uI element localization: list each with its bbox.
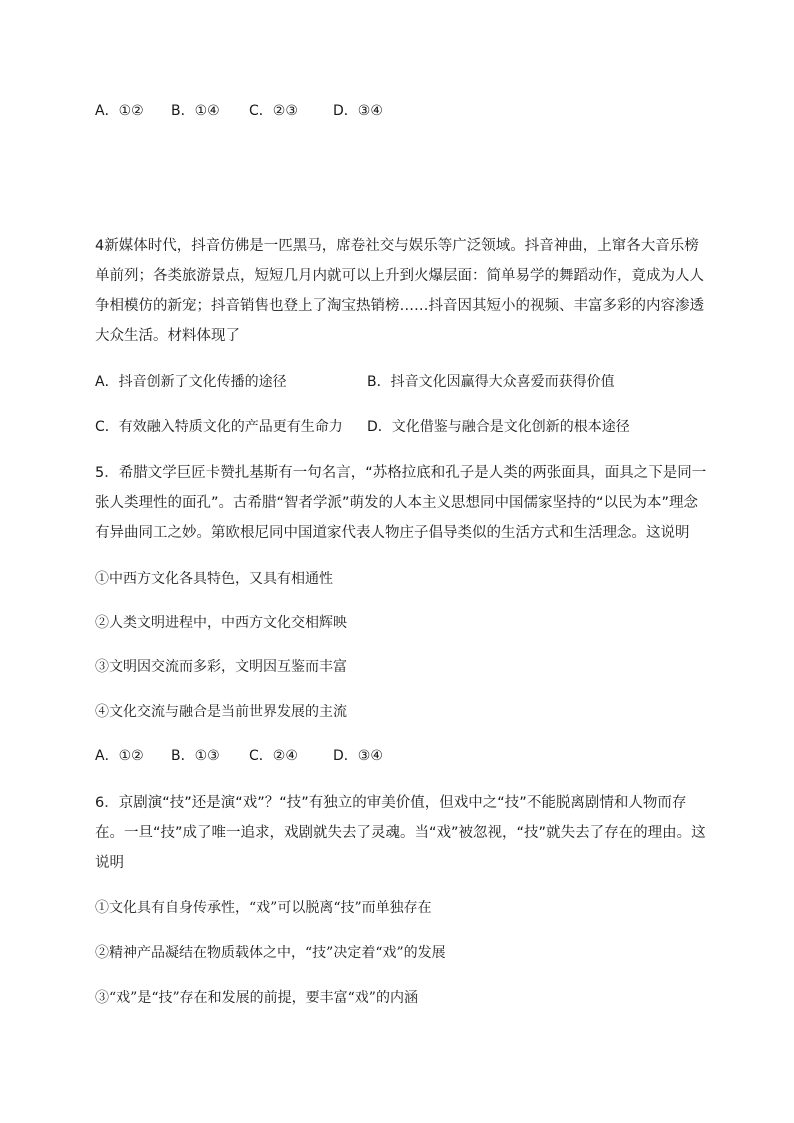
q5-option-b: B．①③ [171, 748, 220, 764]
q5-option-c: C．②④ [249, 748, 298, 764]
q3-option-c: C．②③ [249, 103, 298, 119]
q6-item-3: ③“戏”是“技”存在和发展的前提，要丰富“戏”的内涵 [95, 990, 418, 1006]
q5-item-1: ①中西方文化各具特色，又具有相通性 [95, 571, 333, 587]
q6-stem: 6．京剧演“技”还是演“戏”？“技”有独立的审美价值，但戏中之“技”不能脱离剧情和人物而存在。一旦“技”成了唯一追求，戏剧就失去了灵魂。当“戏”被忽视，“技”就失去了存在的理由。这说明 [95, 795, 706, 871]
q5-options [95, 746, 383, 766]
q5-option-d: D．③④ [333, 748, 383, 764]
q5-option-a: A．①② [95, 748, 144, 764]
q3-option-b: B．①④ [171, 103, 220, 119]
q4-option-c: C．有效融入特质文化的产品更有生命力 [95, 419, 343, 435]
q6-item-2: ②精神产品凝结在物质载体之中，“技”决定着“戏”的发展 [95, 945, 446, 961]
q6-item-1: ①文化具有自身传承性，“戏”可以脱离“技”而单独存在 [95, 900, 432, 916]
q4-option-b: B．抖音文化因赢得大众喜爱而获得价值 [367, 374, 615, 390]
q4-option-a: A．抖音创新了文化传播的途径 [95, 374, 287, 390]
q5-item-2: ②人类文明进程中，中西方文化交相辉映 [95, 615, 347, 631]
q5-item-4: ④文化交流与融合是当前世界发展的主流 [95, 704, 347, 720]
q4-option-d: D．文化借鉴与融合是文化创新的根本途径 [367, 419, 630, 435]
q5-stem: 5．希腊文学巨匠卡赞扎基斯有一句名言，“苏格拉底和孔子是人类的两张面具，面具之下是同一张人类理性的面孔”。古希腊“智者学派”萌发的人本主义思想同中国儒家坚持的“以民为本”理念有异曲同工之妙。第欧根尼同中国道家代表人物庄子倡导类似的生活方式和生活理念。这说明 [95, 465, 707, 541]
q3-option-a: A．①② [95, 103, 144, 119]
q5-item-3: ③文明因交流而多彩，文明因互鉴而丰富 [95, 659, 347, 675]
q3-option-d: D．③④ [333, 103, 383, 119]
q3-options [95, 101, 383, 121]
q4-stem: 4新媒体时代，抖音仿佛是一匹黑马，席卷社交与娱乐等广泛领域。抖音神曲，上窜各大音乐榜单前列；各类旅游景点，短短几月内就可以上升到火爆层面：简单易学的舞蹈动作，竟成为人人争相模仿的新宠；抖音销售也登上了淘宝热销榜……抖音因其短小的视频、丰富多彩的内容渗透大众生活。材料体现了 [95, 238, 704, 344]
